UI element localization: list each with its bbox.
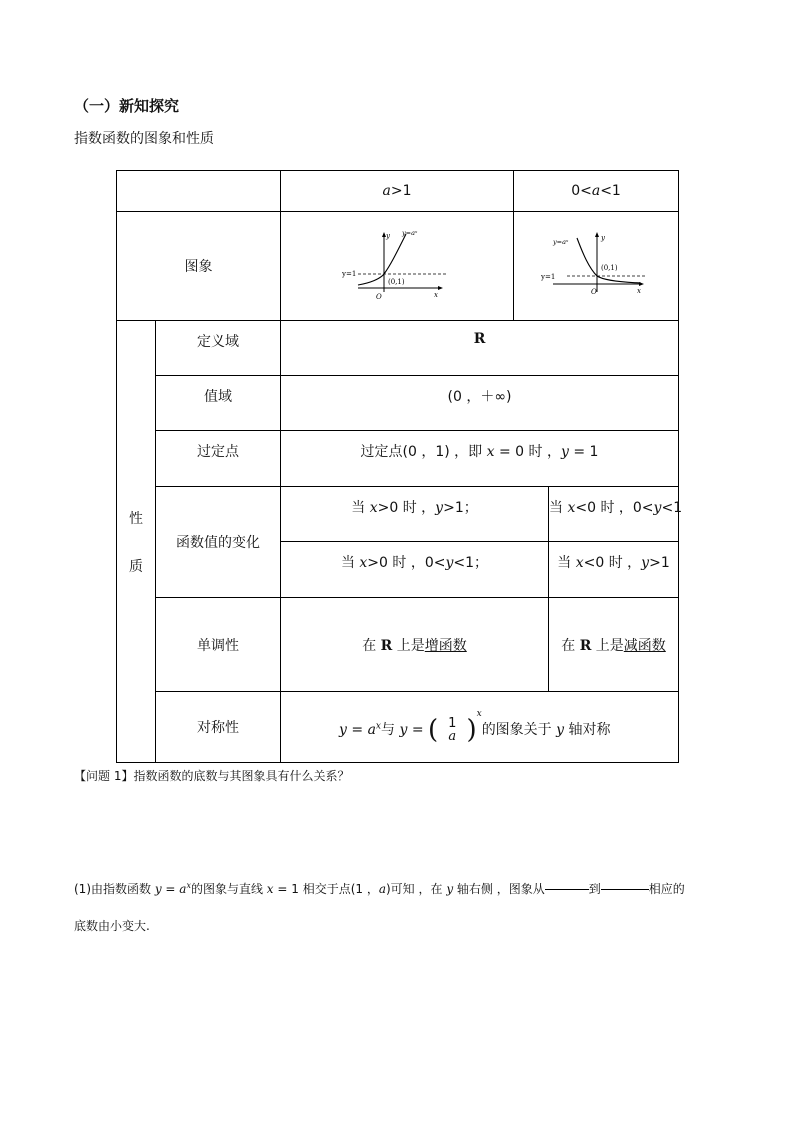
exp-growth-graph <box>342 226 452 306</box>
change-a-lt-1-row1: 当 x<0 时 ，0<y<1 <box>549 487 679 542</box>
fraction-1-over-a: 1 a <box>448 716 457 744</box>
graph-label: 图象 <box>117 212 281 321</box>
header-empty-cell <box>117 171 281 212</box>
curve-label: y=aˣ <box>553 238 569 246</box>
paragraph-1: (1)由指数函数 $y = a^x$的图象与直线 x = 1 相交于点(1 ，a)可知 ，在 y 轴右侧 ，图象从 到 相应的 <box>74 881 685 896</box>
domain-value: R <box>281 321 679 376</box>
range-label: 值域 <box>156 376 281 431</box>
change-a-lt-1-row2: 当 x<0 时 ，y>1 <box>549 542 679 598</box>
domain-label: 定义域 <box>156 321 281 376</box>
y1-label: y=1 <box>342 270 357 278</box>
monotonic-increasing: 在 R 上是增函数 <box>281 598 549 692</box>
blank-2 <box>601 889 649 890</box>
y-axis-arrow <box>595 232 599 237</box>
change-label: 函数值的变化 <box>156 487 281 598</box>
section-heading: （一）新知探究 <box>74 97 180 115</box>
fixed-point-label: 过定点 <box>156 431 281 487</box>
monotonic-decreasing: 在 R 上是减函数 <box>549 598 679 692</box>
header-a-lt-1: 0<a<1 <box>514 171 679 212</box>
y-axis-label: y <box>601 234 605 242</box>
graph-a-lt-1-cell <box>514 212 679 321</box>
monotonic-row <box>117 598 679 692</box>
properties-table <box>116 170 683 763</box>
monotonic-label: 单调性 <box>156 598 281 692</box>
symmetry-row <box>117 692 679 763</box>
curve-label: y=aˣ <box>402 229 418 237</box>
origin-label: O <box>376 293 382 301</box>
exp-decay-graph <box>541 226 651 306</box>
change-a-gt-1-row1: 当 x>0 时 ，y>1； <box>281 487 549 542</box>
question-1: 【问题 1】指数函数的底数与其图象具有什么关系？ <box>74 769 350 783</box>
paragraph-2: 底数由小变大. <box>74 919 150 933</box>
properties-label-cell <box>117 321 156 763</box>
properties-label-char-1: 性 <box>129 510 143 527</box>
subtitle: 指数函数的图象和性质 <box>74 131 214 147</box>
header-a-gt-1: a>1 <box>281 171 514 212</box>
x-axis-arrow <box>438 286 443 290</box>
range-value: (0 ，＋∞) <box>281 376 679 431</box>
properties-label-char-2: 质 <box>129 558 143 575</box>
header-row <box>117 171 679 212</box>
graph-a-gt-1-cell <box>281 212 514 321</box>
symmetry-value: $y = a^x$与 y = ( 1 a )$^x$的图象关于 y 轴对称 <box>281 692 679 763</box>
change-a-gt-1-row2: 当 x>0 时 ，0<y<1； <box>281 542 549 598</box>
x-axis-label: x <box>434 291 438 299</box>
graph-row <box>117 212 679 321</box>
change-row-1 <box>117 487 679 542</box>
range-row <box>117 376 679 431</box>
symmetry-label: 对称性 <box>156 692 281 763</box>
y1-label: y=1 <box>541 273 556 281</box>
point-label: (0,1) <box>601 264 618 272</box>
blank-1 <box>545 889 589 890</box>
y-axis-label: y <box>386 232 390 240</box>
fixed-point-value: 过定点(0 ，1) ，即 x = 0 时 ，y = 1 <box>281 431 679 487</box>
fixed-point-row <box>117 431 679 487</box>
origin-label: O <box>591 288 597 296</box>
x-axis-label: x <box>637 287 641 295</box>
domain-row <box>117 321 679 376</box>
point-label: (0,1) <box>388 278 405 286</box>
